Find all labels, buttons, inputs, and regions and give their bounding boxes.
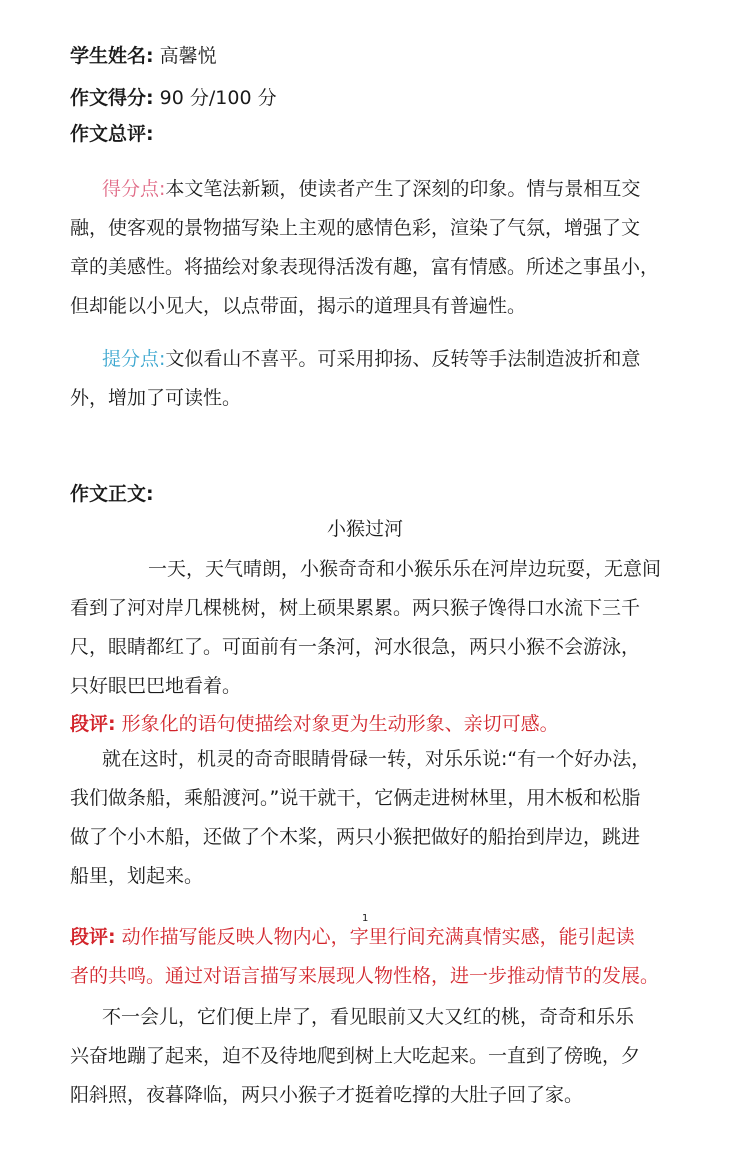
essay-paragraph-2: 就在这时，机灵的奇奇眼睛骨碌一转，对乐乐说:“有一个好办法， 我们做条船，乘船渡河。”说干就干，它俩走进树林里，用木板和松脂 做了个小木船，还做了个木桨，两只小猴把做好的船抬到岸边，跳进 船里，划起来。 [70,748,651,887]
improvement-points-paragraph [70,340,670,418]
student-name-value: 高馨悦 [159,45,217,67]
improve-line-1: 提分点:文似看山不喜平。可采用抑扬、反转等手法制造波折和意 [102,348,641,370]
overall-comment-label: 作文总评: [70,123,154,145]
student-name-label: 学生姓名: [70,45,154,67]
scoring-line-1: 得分点:本文笔法新颖，使读者产生了深刻的印象。情与景相互交 [102,178,641,200]
improve-line-2: 外，增加了可读性。 [70,387,242,409]
paragraph-comment-label: 段评: [70,713,116,735]
essay-body-label: 作文正文: [70,483,154,505]
essay-title: 小猴过河 [326,518,403,540]
scoring-line-4: 但却能以小见大，以点带面，揭示的道理具有普遍性。 [70,295,527,317]
student-name-row [70,42,730,70]
score-label: 作文得分: [70,87,154,109]
paragraph-comment-1: 段评: 形象化的语句使描绘对象更为生动形象、亲切可感。 [70,713,559,735]
score-value: 90 分/100 分 [159,87,277,109]
score-row [70,84,730,112]
scoring-points-paragraph [70,170,670,326]
page-number: 1 [362,913,369,924]
essay-paragraph-1: 一天，天气晴朗，小猴奇奇和小猴乐乐在河岸边玩耍，无意间 看到了河对岸几棵桃树，树上硕果累累。两只猴子馋得口水流下三千 尺，眼睛都红了。可面前有一条河，河水很急，两只小猴不会游泳， 只好眼巴巴地看着。 [70,558,662,697]
overall-comment-row [70,120,730,148]
paragraph-comment-label: 段评: [70,926,116,948]
paragraph-comment-2: 段评: 动作描写能反映人物内心，字里行间充满真情实感，能引起读 者的共鸣。通过对语言描写来展现人物性格，进一步推动情节的发展。 [70,926,660,987]
improvement-points-label: 提分点: [102,348,166,370]
scoring-points-label: 得分点: [102,178,166,200]
scoring-line-2: 融，使客观的景物描写染上主观的感情色彩，渲染了气氛，增强了文 [70,217,641,239]
scoring-line-3: 章的美感性。将描绘对象表现得活泼有趣，富有情感。所述之事虽小， [70,256,660,278]
essay-body-row [70,480,730,508]
essay-paragraph-3: 不一会儿，它们便上岸了，看见眼前又大又红的桃，奇奇和乐乐 兴奋地蹦了起来，迫不及待地爬到树上大吃起来。一直到了傍晚，夕 阳斜照，夜暮降临，两只小猴子才挺着吃撑的大肚子回了家。 [70,1006,641,1106]
